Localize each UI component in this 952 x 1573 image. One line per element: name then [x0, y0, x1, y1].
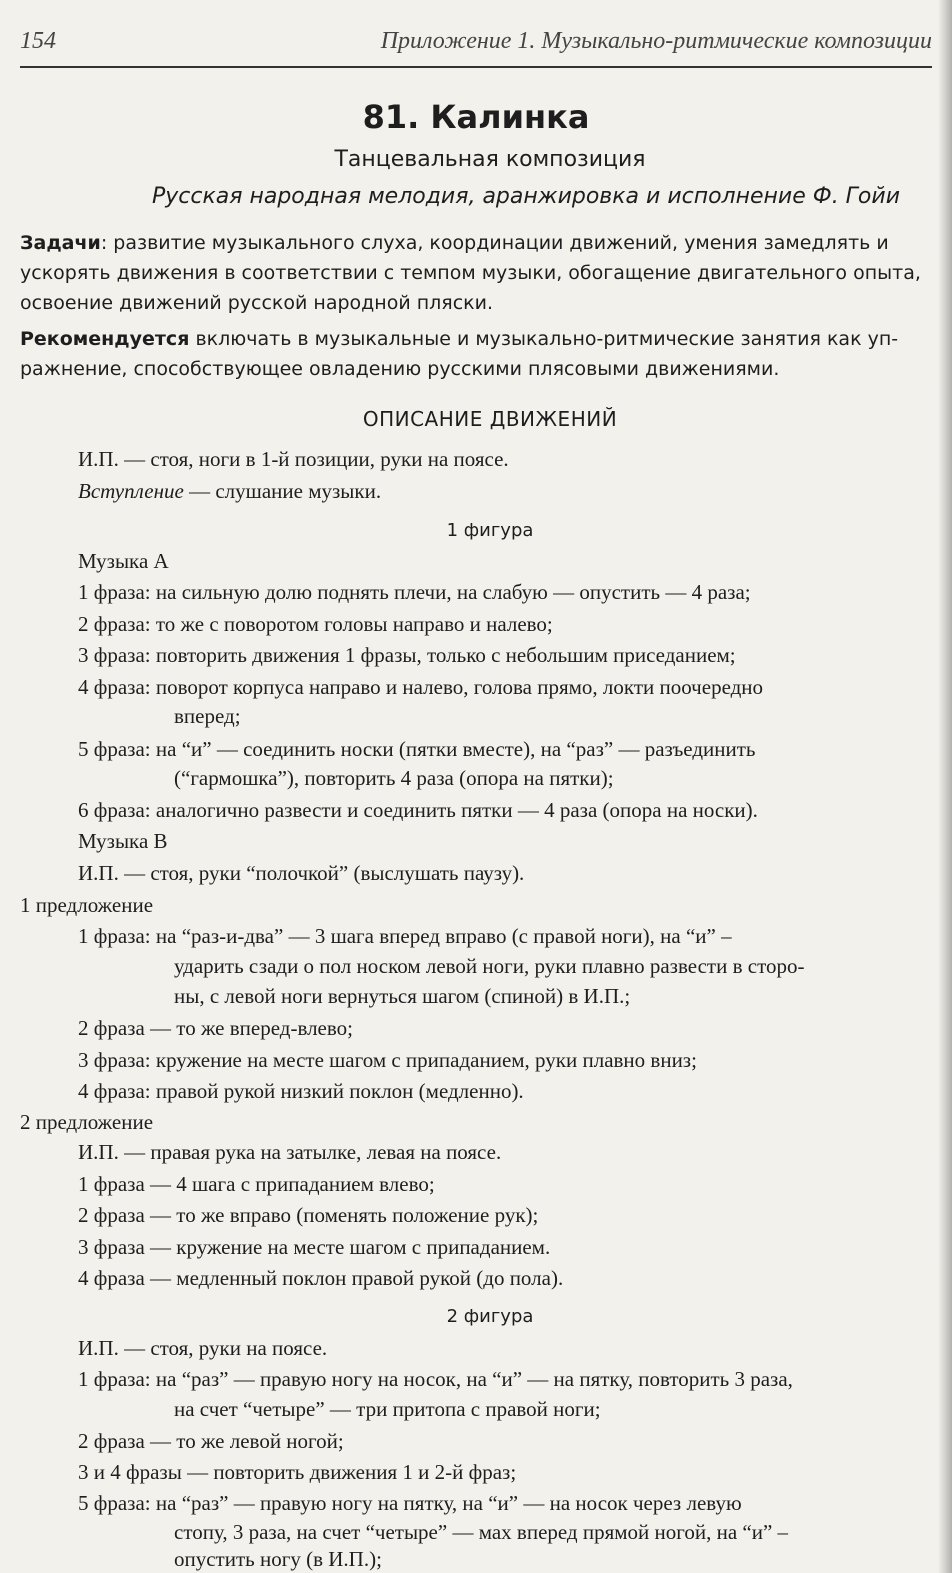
- sentence-2-phrase-2: 2 фраза — то же вправо (поменять положение рук);: [78, 1203, 539, 1227]
- sentence-2-phrase-3: 3 фраза — кружение на месте шагом с припаданием.: [78, 1235, 551, 1259]
- sentence-2-phrase-4: 4 фраза — медленный поклон правой рукой (до пола).: [78, 1266, 564, 1290]
- composition-subtitle: Танцевальная композиция: [334, 147, 646, 172]
- fig2-phrase-1-line-2: на счет “четыре” — три притопа с правой ноги;: [174, 1397, 601, 1421]
- fig1-phrase-4-line-2: вперед;: [174, 704, 241, 728]
- sentence-1-phrase-1-line-2: ударить сзади о пол носком левой ноги, руки плавно развести в сторо-: [174, 954, 805, 978]
- fig1-phrase-5-line-2: (“гармошка”), повторить 4 раза (опора на пятки);: [174, 766, 614, 790]
- tasks-line-2: ускорять движения в соответствии с темпом музыки, обогащение двигательного опыта,: [20, 262, 921, 284]
- sentence-2-phrase-1: 1 фраза — 4 шага с припаданием влево;: [78, 1172, 435, 1196]
- recommend-text-1: включать в музыкальные и музыкально-ритмические занятия как уп-: [189, 328, 899, 350]
- fig1-phrase-6: 6 фраза: аналогично развести и соединить пятки — 4 раза (опора на носки).: [78, 798, 758, 822]
- fig2-phrase-1-line-1: 1 фраза: на “раз” — правую ногу на носок, на “и” — на пятку, повторить 3 раза,: [78, 1367, 793, 1391]
- composition-author: Русская народная мелодия, аранжировка и исполнение Ф. Гойи: [152, 184, 900, 209]
- fig2-ip: И.П. — стоя, руки на поясе.: [78, 1336, 328, 1360]
- sentence-1-label: 1 предложение: [20, 893, 154, 917]
- fig1-phrase-5-line-1: 5 фраза: на “и” — соединить носки (пятки вместе), на “раз” — разъединить: [78, 737, 756, 761]
- sentence-1-phrase-1-line-1: 1 фраза: на “раз-и-два” — 3 шага вперед вправо (с правой ноги), на “и” –: [78, 924, 732, 948]
- intro-vstuplenie: [78, 479, 381, 504]
- composition-title: 81. Калинка: [362, 98, 590, 136]
- music-b-label: Музыка В: [78, 829, 168, 853]
- fig1-phrase-1: 1 фраза: на сильную долю поднять плечи, на слабую — опустить — 4 раза;: [78, 580, 751, 604]
- fig2-phrase-2: 2 фраза — то же левой ногой;: [78, 1429, 344, 1453]
- fig2-phrases-3-4: 3 и 4 фразы — повторить движения 1 и 2-й фраз;: [78, 1460, 517, 1484]
- fig1-phrase-4-line-1: 4 фраза: поворот корпуса направо и налево, голова прямо, локти поочередно: [78, 675, 764, 699]
- sentence-1-phrase-4: 4 фраза: правой рукой низкий поклон (медленно).: [78, 1079, 524, 1103]
- tasks-paragraph: [20, 228, 932, 318]
- fig2-phrase-5-line-2: стопу, 3 раза, на счет “четыре” — мах вперед прямой ногой, на “и” –: [174, 1520, 789, 1544]
- recommend-paragraph: [20, 324, 932, 384]
- sentence-1-phrase-3: 3 фраза: кружение на месте шагом с припаданием, руки плавно вниз;: [78, 1048, 697, 1072]
- sentence-2-label: 2 предложение: [20, 1110, 154, 1134]
- tasks-line-3: освоение движений русской народной пляски.: [20, 292, 494, 314]
- running-header: [20, 28, 932, 62]
- figure-2-heading: 2 фигура: [446, 1306, 534, 1327]
- vstuplenie-label: Вступление: [78, 479, 184, 503]
- music-a-label: Музыка А: [78, 549, 169, 573]
- figure-1-heading: 1 фигура: [446, 520, 534, 541]
- fig1-phrase-2: 2 фраза: то же с поворотом головы направо и налево;: [78, 612, 553, 636]
- vstuplenie-text: — слушание музыки.: [183, 479, 382, 503]
- sentence-1-phrase-1-line-3: ны, с левой ноги вернуться шагом (спиной) в И.П.;: [174, 984, 631, 1008]
- intro-ip: И.П. — стоя, ноги в 1-й позиции, руки на поясе.: [78, 447, 509, 471]
- sentence-2-ip: И.П. — правая рука на затылке, левая на поясе.: [78, 1140, 502, 1164]
- fig1-phrase-3: 3 фраза: повторить движения 1 фразы, только с небольшим приседанием;: [78, 643, 736, 667]
- recommend-line-1: [20, 324, 932, 354]
- recommend-label: Рекомендуется: [20, 328, 190, 350]
- tasks-line-1: [20, 228, 932, 258]
- page-edge-shadow: [938, 0, 952, 1573]
- fig2-phrase-5-line-1: 5 фраза: на “раз” — правую ногу на пятку, на “и” — на носок через левую: [78, 1491, 742, 1515]
- tasks-text-1: : развитие музыкального слуха, координации движений, умения замедлять и: [100, 232, 889, 254]
- page-number: 154: [20, 28, 56, 54]
- music-b-ip: И.П. — стоя, руки “полочкой” (выслушать паузу).: [78, 861, 525, 885]
- tasks-label: Задачи: [20, 232, 101, 254]
- sentence-1-phrase-2: 2 фраза — то же вперед-влево;: [78, 1016, 353, 1040]
- recommend-line-2: ражнение, способствующее овладению русскими плясовыми движениями.: [20, 358, 780, 380]
- header-rule: [20, 66, 932, 68]
- fig2-phrase-5-line-3: опустить ногу (в И.П.);: [174, 1547, 382, 1571]
- section-heading: ОПИСАНИЕ ДВИЖЕНИЙ: [362, 407, 618, 431]
- running-title: Приложение 1. Музыкально-ритмические композиции: [380, 28, 932, 54]
